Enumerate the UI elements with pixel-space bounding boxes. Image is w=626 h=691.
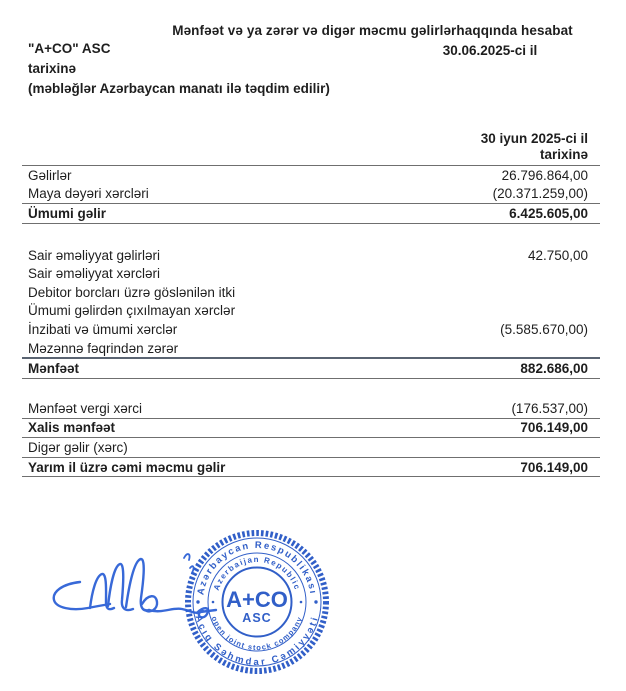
table-row — [22, 320, 600, 339]
table-row — [22, 283, 600, 302]
table-row — [22, 302, 600, 321]
row-label: Digər gəlir (xərc) — [28, 439, 128, 455]
row-label: Debitor borcları üzrə göslənilən itki — [28, 284, 236, 300]
row-value: 26.796.864,00 — [501, 167, 588, 183]
row-label: Məzənnə fəqrindən zərər — [28, 340, 179, 356]
table-row — [22, 246, 600, 265]
row-spacer — [22, 379, 600, 399]
table-row — [22, 399, 600, 419]
report-title: Mənfəət və ya zərər və digər məcmu gəlirlərhaqqında hesabat — [172, 23, 573, 38]
table-row — [22, 339, 600, 360]
table-row — [22, 419, 600, 439]
table-row — [22, 204, 600, 224]
period-column-header — [22, 129, 600, 166]
row-label: Mənfəət vergi xərci — [28, 400, 143, 416]
seal-outer-text-bottom: Açıq Səhmdar Cəmiyyəti — [192, 613, 322, 669]
seal-outer-text-top: Azərbaycan Respublikası — [195, 539, 319, 597]
row-value: 706.149,00 — [520, 420, 588, 436]
row-value: 882.686,00 — [520, 361, 588, 377]
row-label: Maya dəyəri xərcləri — [28, 186, 149, 202]
table-row — [22, 264, 600, 283]
table-row — [22, 458, 600, 478]
company-header — [28, 39, 330, 99]
seal-inner-text-top: Azerbaijan Republic — [211, 554, 303, 592]
row-label: Gəlirlər — [28, 167, 72, 183]
company-date-label: tarixinə — [28, 61, 77, 76]
period-header-line1: 30 iyun 2025-ci il — [480, 131, 588, 146]
currency-note: (məbləğlər Azərbaycan manatı ilə təqdim edilir) — [28, 81, 330, 96]
company-name: "A+CO" ASC — [28, 41, 111, 56]
row-label: Xalis mənfəət — [28, 420, 116, 436]
seal-center-line1: A+CO — [226, 587, 288, 612]
income-statement-table — [22, 129, 600, 477]
row-value: 6.425.605,00 — [509, 205, 588, 221]
row-label: Ümumi gəlir — [28, 205, 107, 221]
row-value: 706.149,00 — [520, 459, 588, 475]
seal-center-line2: ASC — [242, 611, 272, 625]
row-label: Sair əməliyyat gəlirləri — [28, 247, 161, 263]
table-row — [22, 359, 600, 379]
row-label: Ümumi gəlirdən çıxılmayan xərclər — [28, 303, 236, 319]
signature — [46, 548, 236, 643]
row-spacer — [22, 224, 600, 246]
seal-inner-text-bottom: open joint stock company — [209, 614, 305, 653]
table-row — [22, 438, 600, 458]
table-row — [22, 166, 600, 185]
period-header-line2: tarixinə — [539, 146, 588, 162]
row-label: Sair əməliyyat xərcləri — [28, 266, 161, 282]
row-label: İnzibati və ümumi xərclər — [28, 321, 178, 337]
row-value: (176.537,00) — [511, 400, 588, 416]
table-row — [22, 185, 600, 205]
report-date: 30.06.2025-ci il — [442, 43, 538, 58]
row-label: Yarım il üzrə cəmi məcmu gəlir — [28, 459, 226, 475]
row-value: (5.585.670,00) — [500, 321, 588, 337]
row-label: Mənfəət — [28, 361, 80, 377]
row-value: (20.371.259,00) — [492, 186, 588, 202]
row-value: 42.750,00 — [527, 247, 588, 263]
